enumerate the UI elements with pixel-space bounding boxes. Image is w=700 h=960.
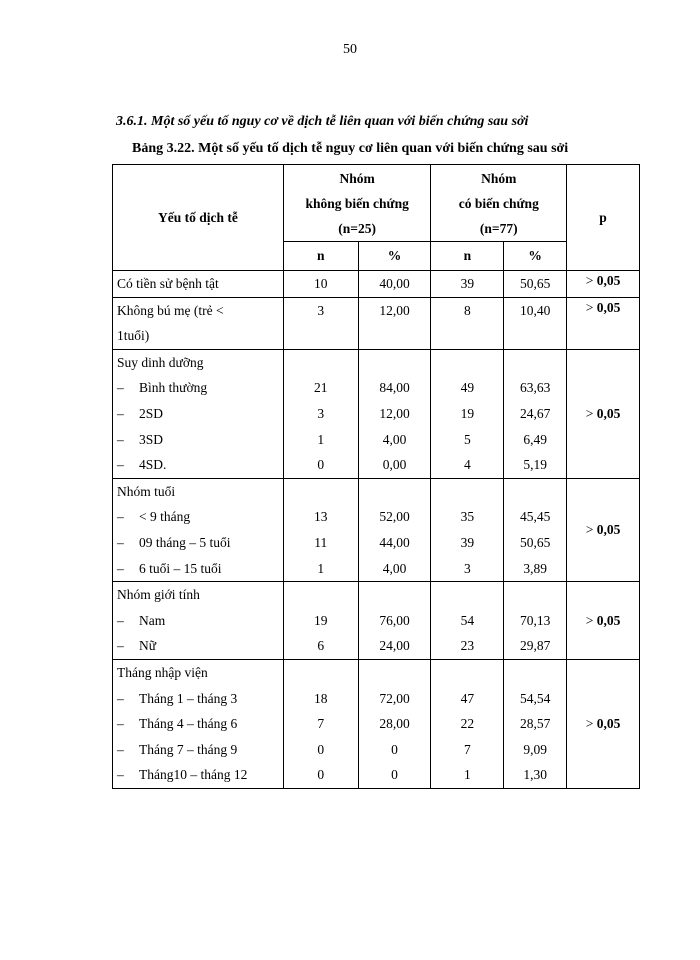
header-group1-line1: Nhóm <box>339 170 375 186</box>
p-value: 0,05 <box>596 612 621 628</box>
dash-bullet: – <box>117 380 124 396</box>
factor-title: Suy dinh dưỡng <box>117 354 204 370</box>
percent-no-complication: 12,00 <box>379 405 410 421</box>
count-complication-cell <box>431 297 504 349</box>
count-no-complication: 10 <box>313 276 328 291</box>
factor-subitem <box>113 608 283 634</box>
factor-subitem <box>113 401 283 427</box>
count-no-complication: 1 <box>317 431 325 447</box>
p-comparator: > <box>585 521 594 537</box>
count-no-complication-cell <box>283 349 358 478</box>
count-no-complication: 0 <box>317 457 325 473</box>
percent-no-complication: 4,00 <box>382 431 407 447</box>
table-row <box>113 659 640 788</box>
p-value-cell <box>567 582 640 660</box>
table-row <box>113 297 640 349</box>
dash-bullet: – <box>117 767 124 783</box>
count-no-complication: 0 <box>317 741 325 757</box>
count-complication-cell <box>431 478 504 581</box>
section-heading: 3.6.1. Một số yếu tố nguy cơ về dịch tễ liên quan với biến chứng sau sởi <box>116 114 529 129</box>
dash-bullet: – <box>117 560 124 576</box>
count-complication-cell <box>431 659 504 788</box>
dash-bullet: – <box>117 431 124 447</box>
percent-no-complication: 12,00 <box>379 302 410 318</box>
p-value-cell <box>567 659 640 788</box>
factor-title: Tháng nhập viện <box>117 664 208 680</box>
subitem-label: 09 tháng – 5 tuổi <box>139 534 231 550</box>
subitem-label: 6 tuổi – 15 tuổi <box>139 560 222 576</box>
count-complication: 47 <box>460 690 475 706</box>
percent-complication-cell <box>504 478 567 581</box>
count-no-complication: 7 <box>317 716 325 732</box>
header-group1-line2: không biến chứng <box>305 195 409 211</box>
p-comparator: > <box>585 612 594 628</box>
percent-complication-cell <box>504 271 567 298</box>
count-no-complication: 19 <box>313 612 328 628</box>
factor-subitem <box>113 427 283 453</box>
p-comparator: > <box>585 715 594 731</box>
percent-no-complication: 72,00 <box>379 690 410 706</box>
percent-no-complication: 0 <box>391 741 398 757</box>
factor-cell <box>113 271 284 298</box>
subitem-label: 2SD <box>139 405 164 421</box>
factor-cell <box>113 349 284 478</box>
table-caption: Bảng 3.22. Một số yếu tố dịch tễ nguy cơ liên quan với biến chứng sau sởi <box>132 141 569 156</box>
subitem-label: Nữ <box>139 638 157 654</box>
count-no-complication: 6 <box>317 638 325 654</box>
header-group2-line2: có biến chứng <box>458 195 539 211</box>
count-no-complication-cell <box>283 297 358 349</box>
percent-complication-cell <box>504 582 567 660</box>
percent-complication-cell <box>504 349 567 478</box>
factor-cell <box>113 297 284 349</box>
data-table <box>112 164 640 789</box>
factor-subitem <box>113 452 283 478</box>
count-no-complication: 18 <box>313 690 328 706</box>
percent-complication: 24,67 <box>519 405 551 421</box>
count-no-complication: 21 <box>313 380 328 396</box>
header-group2-line1: Nhóm <box>481 170 517 186</box>
count-no-complication: 11 <box>314 534 328 550</box>
percent-complication: 54,54 <box>519 690 551 706</box>
subitem-label: 4SD. <box>139 457 167 473</box>
count-complication: 54 <box>460 612 475 628</box>
count-complication-cell <box>431 582 504 660</box>
factor-title-cont: 1tuổi) <box>117 328 150 344</box>
percent-no-complication: 24,00 <box>379 638 410 654</box>
table-row <box>113 478 640 581</box>
percent-no-complication-cell <box>358 271 431 298</box>
factor-subitem <box>113 737 283 763</box>
p-value: 0,05 <box>596 521 621 537</box>
header-group2-line3: (n=77) <box>479 220 518 236</box>
percent-no-complication: 52,00 <box>379 509 410 525</box>
header-p: p <box>567 165 640 271</box>
table-row <box>113 349 640 478</box>
count-complication: 4 <box>463 457 471 473</box>
factor-cell <box>113 582 284 660</box>
factor-cell <box>113 659 284 788</box>
percent-complication: 28,57 <box>519 716 551 732</box>
subitem-label: 3SD <box>139 431 164 447</box>
count-no-complication: 0 <box>317 767 325 783</box>
count-complication: 49 <box>460 380 475 396</box>
header-pct2: % <box>504 242 567 271</box>
count-complication: 8 <box>463 302 471 318</box>
dash-bullet: – <box>117 690 124 706</box>
percent-no-complication: 44,00 <box>379 534 410 550</box>
p-comparator: > <box>585 405 594 421</box>
dash-bullet: – <box>117 716 124 732</box>
count-complication: 1 <box>463 767 471 783</box>
percent-complication: 50,65 <box>519 276 551 291</box>
percent-complication-cell <box>504 297 567 349</box>
percent-complication: 10,40 <box>519 302 551 318</box>
p-value: 0,05 <box>596 405 621 421</box>
percent-complication: 29,87 <box>519 638 551 654</box>
percent-complication-cell <box>504 659 567 788</box>
p-value-cell <box>567 478 640 581</box>
table-row <box>113 271 640 298</box>
count-complication-cell <box>431 271 504 298</box>
p-comparator: > <box>585 273 594 288</box>
header-group-complication <box>431 165 567 242</box>
factor-subitem <box>113 633 283 659</box>
count-complication: 22 <box>460 716 475 732</box>
header-factor: Yếu tố dịch tễ <box>113 165 284 271</box>
percent-no-complication-cell <box>358 582 431 660</box>
percent-no-complication-cell <box>358 478 431 581</box>
percent-no-complication: 40,00 <box>379 276 410 291</box>
percent-no-complication: 28,00 <box>379 716 410 732</box>
percent-no-complication-cell <box>358 349 431 478</box>
percent-complication: 45,45 <box>519 509 551 525</box>
percent-complication: 1,30 <box>523 767 547 783</box>
dash-bullet: – <box>117 612 124 628</box>
percent-no-complication: 76,00 <box>379 612 410 628</box>
p-value-cell <box>567 349 640 478</box>
dash-bullet: – <box>117 741 124 757</box>
count-complication-cell <box>431 349 504 478</box>
factor-subitem <box>113 375 283 401</box>
dash-bullet: – <box>117 638 124 654</box>
percent-no-complication-cell <box>358 659 431 788</box>
subitem-label: < 9 tháng <box>139 509 191 525</box>
percent-complication: 6,49 <box>523 431 547 447</box>
percent-complication: 63,63 <box>519 380 551 396</box>
factor-cell <box>113 478 284 581</box>
count-no-complication-cell <box>283 478 358 581</box>
factor-title: Không bú mẹ (trẻ < <box>117 302 224 318</box>
factor-subitem <box>113 504 283 530</box>
count-no-complication: 1 <box>317 560 325 576</box>
count-no-complication: 3 <box>317 405 325 421</box>
percent-complication: 5,19 <box>523 457 547 473</box>
factor-subitem <box>113 530 283 556</box>
p-value: 0,05 <box>596 299 621 315</box>
subitem-label: Bình thường <box>139 380 208 396</box>
count-no-complication-cell <box>283 271 358 298</box>
percent-no-complication: 84,00 <box>379 380 410 396</box>
percent-complication: 50,65 <box>519 534 551 550</box>
header-group1-line3: (n=25) <box>338 220 376 236</box>
percent-complication: 3,89 <box>523 560 547 576</box>
count-no-complication-cell <box>283 582 358 660</box>
p-value: 0,05 <box>596 715 621 731</box>
factor-subitem <box>113 556 283 582</box>
count-complication: 7 <box>463 741 471 757</box>
dash-bullet: – <box>117 457 124 473</box>
count-complication: 19 <box>460 405 475 421</box>
percent-complication: 9,09 <box>523 741 547 757</box>
header-n2: n <box>431 242 504 271</box>
header-n1: n <box>283 242 358 271</box>
subitem-label: Tháng 4 – tháng 6 <box>139 716 238 732</box>
percent-no-complication: 4,00 <box>382 560 407 576</box>
subitem-label: Tháng 1 – tháng 3 <box>139 690 238 706</box>
table-row <box>113 582 640 660</box>
percent-complication: 70,13 <box>519 612 551 628</box>
dash-bullet: – <box>117 534 124 550</box>
subitem-label: Tháng 7 – tháng 9 <box>139 741 238 757</box>
count-complication: 23 <box>460 638 475 654</box>
count-complication: 39 <box>460 276 475 291</box>
p-comparator: > <box>585 299 594 315</box>
factor-title: Nhóm tuổi <box>117 483 176 499</box>
percent-no-complication: 0,00 <box>382 457 407 473</box>
factor-title: Có tiền sử bệnh tật <box>117 276 219 291</box>
dash-bullet: – <box>117 405 124 421</box>
p-value: 0,05 <box>596 273 621 288</box>
p-value-cell <box>567 297 640 349</box>
page-number: 50 <box>343 42 357 57</box>
count-no-complication-cell <box>283 659 358 788</box>
dash-bullet: – <box>117 509 124 525</box>
count-complication: 39 <box>460 534 475 550</box>
subitem-label: Tháng10 – tháng 12 <box>139 767 248 783</box>
count-complication: 5 <box>463 431 471 447</box>
count-complication: 3 <box>463 560 471 576</box>
percent-no-complication: 0 <box>391 767 398 783</box>
count-no-complication: 13 <box>313 509 328 525</box>
factor-subitem <box>113 686 283 712</box>
factor-subitem <box>113 762 283 788</box>
header-pct1: % <box>358 242 431 271</box>
count-complication: 35 <box>460 509 475 525</box>
percent-no-complication-cell <box>358 297 431 349</box>
factor-title: Nhóm giới tính <box>117 587 200 603</box>
count-no-complication: 3 <box>317 302 325 318</box>
factor-subitem <box>113 711 283 737</box>
header-group-no-complication <box>283 165 431 242</box>
p-value-cell <box>567 271 640 298</box>
subitem-label: Nam <box>139 612 166 628</box>
